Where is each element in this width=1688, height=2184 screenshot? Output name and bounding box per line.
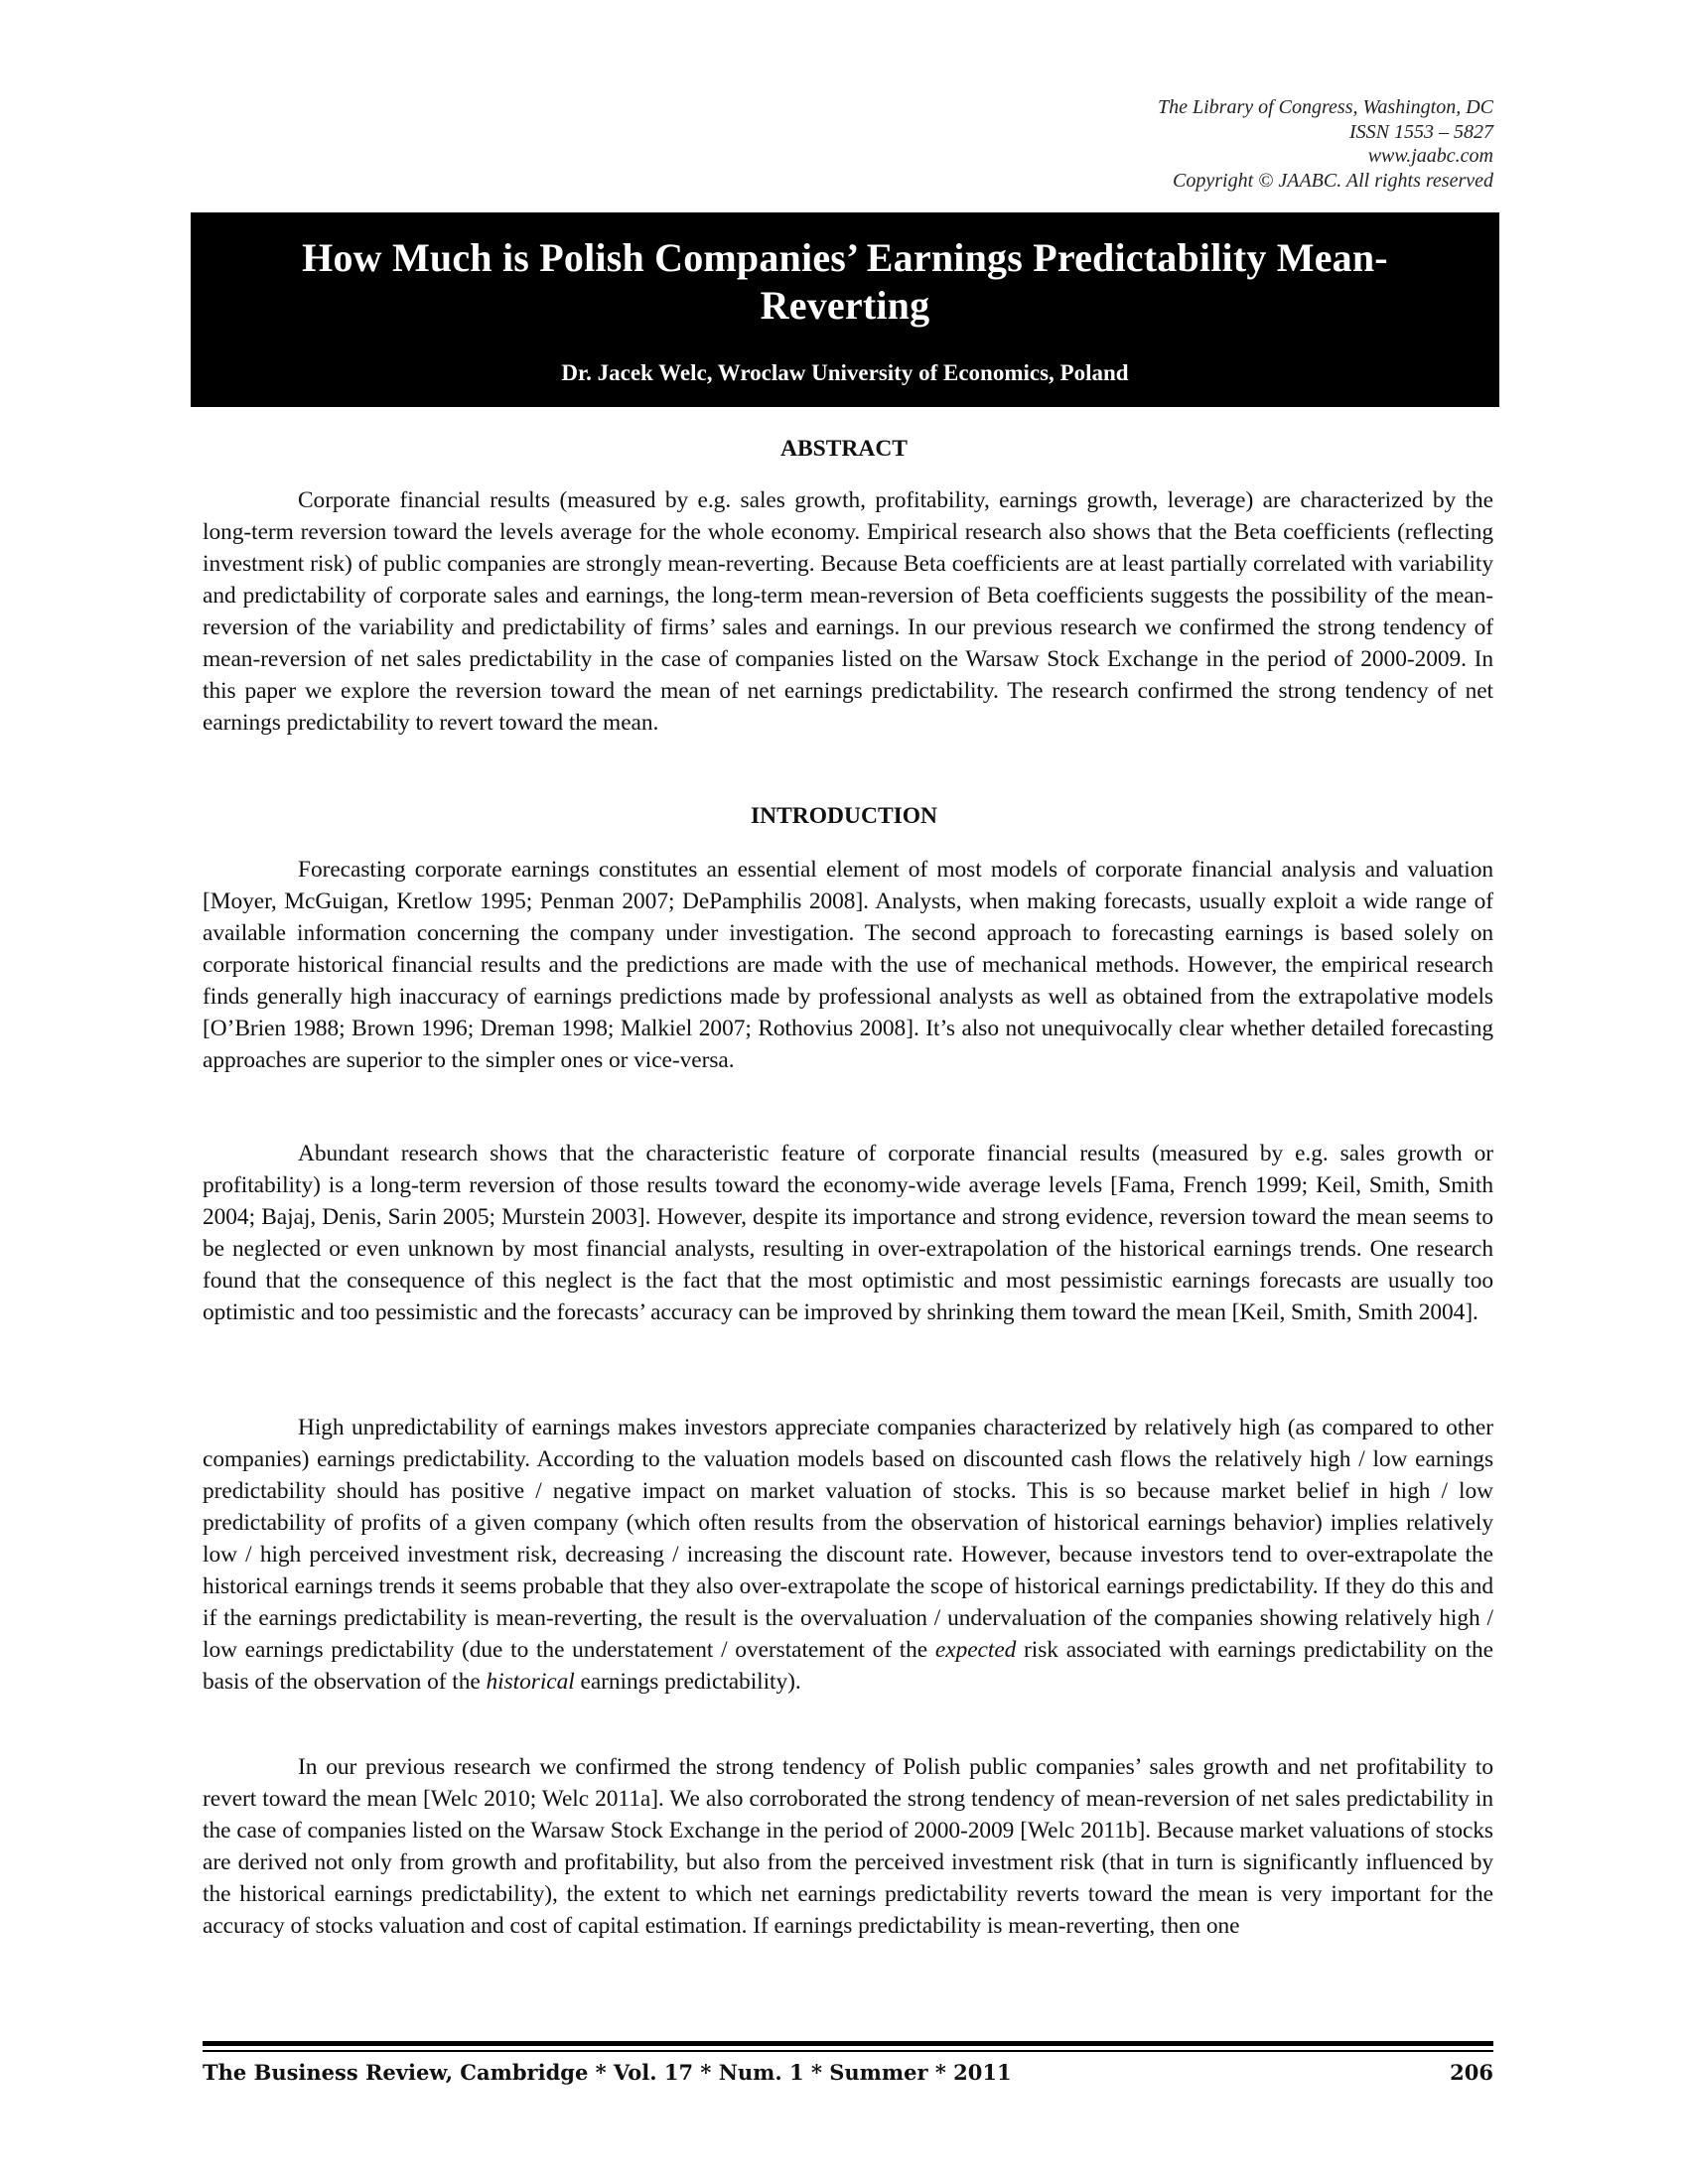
abstract-body	[203, 484, 1493, 739]
issn-line: ISSN 1553 – 5827	[1349, 120, 1493, 143]
publication-info	[798, 95, 1493, 193]
footer-rule-thick	[203, 2041, 1493, 2046]
emphasis-historical: historical	[486, 1669, 575, 1695]
emphasis-expected: expected	[934, 1637, 1017, 1663]
intro-paragraph-1: Forecasting corporate earnings constitutes an essential element of most models of corporate financial analysis and valuation [Moyer, McGuigan, Kretlow 1995; Penman 2007; DePamphilis 2008]. Analysts, when making forecasts, usually exploit a wide range of available information concerning the company under investigation. The second approach to forecasting earnings is based solely on corporate historical financial results and the predictions are made with the use of mechanical methods. However, the empirical research finds generally high inaccuracy of earnings predictions made by professional analysts as well as obtained from the extrapolative models [O’Brien 1988; Brown 1996; Dreman 1998; Malkiel 2007; Rothovius 2008]. It’s also not unequivocally clear whether detailed forecasting approaches are superior to the simpler ones or vice-versa.	[203, 857, 1493, 1073]
intro-p3-text-c: earnings predictability).	[574, 1669, 801, 1695]
footer-rule-thin	[203, 2050, 1493, 2052]
intro-paragraph-2: Abundant research shows that the characteristic feature of corporate financial results (measured by e.g. sales growth or profitability) is a long-term reversion of those results toward the economy-wide average levels [Fama, French 1999; Keil, Smith, Smith 2004; Bajaj, Denis, Sarin 2005; Murstein 2003]. However, despite its importance and strong evidence, reversion toward the mean seems to be neglected or even unknown by most financial analysts, resulting in over-extrapolation of the historical earnings trends. One research found that the consequence of this neglect is the fact that the most optimistic and most pessimistic earnings forecasts are usually too optimistic and too pessimistic and the forecasts’ accuracy can be improved by shrinking them toward the mean [Keil, Smith, Smith 2004].	[203, 1141, 1493, 1325]
intro-paragraph-3	[203, 1412, 1493, 1698]
publisher-line: The Library of Congress, Washington, DC	[1157, 96, 1493, 118]
title-banner	[191, 212, 1499, 407]
introduction-body-2	[203, 1138, 1493, 1328]
intro-p3-text-b: risk associated with earnings predictability on the basis of the observation of the	[203, 1637, 1494, 1695]
introduction-heading: INTRODUCTION	[750, 803, 938, 829]
intro-p3-text-a: High unpredictability of earnings makes investors appreciate companies characterized by relatively high (as compared to other companies) earnings predictability. According to the valuation models based on discounted cash flows the relatively high / low earnings predictability should has positive / negative impact on market valuation of stocks. This is so because market belief in high / low predictability of profits of a given company (which often results from the observation of historical earnings behavior) implies relatively low / high perceived investment risk, decreasing / increasing the discount rate. However, because investors tend to over-extrapolate the historical earnings trends it seems probable that they also over-extrapolate the scope of historical earnings predictability. If they do this and if the earnings predictability is mean-reverting, the result is the overvaluation / undervaluation of the companies showing relatively high / low earnings predictability (due to the understatement / overstatement of the	[203, 1415, 1493, 1663]
page-number: 206	[1450, 2060, 1493, 2085]
intro-paragraph-4: In our previous research we confirmed the strong tendency of Polish public companies’ sales growth and net profitability to revert toward the mean [Welc 2010; Welc 2011a]. We also corroborated the strong tendency of mean-reversion of net sales predictability in the case of companies listed on the Warsaw Stock Exchange in the period of 2000-2009 [Welc 2011b]. Because market valuations of stocks are derived not only from growth and profitability, but also from the perceived investment risk (that in turn is significantly influenced by the historical earnings predictability), the extent to which net earnings predictability reverts toward the mean is very important for the accuracy of stocks valuation and cost of capital estimation. If earnings predictability is mean-reverting, then one	[203, 1754, 1493, 1939]
introduction-body-3	[203, 1412, 1493, 1698]
abstract-paragraph: Corporate financial results (measured by e.g. sales growth, profitability, earnings growth, leverage) are characterized by the long-term reversion toward the levels average for the whole economy. Empirical research also shows that the Beta coefficients (reflecting investment risk) of public companies are strongly mean-reverting. Because Beta coefficients are at least partially correlated with variability and predictability of corporate sales and earnings, the long-term mean-reversion of Beta coefficients suggests the possibility of the mean-reversion of the variability and predictability of firms’ sales and earnings. In our previous research we confirmed the strong tendency of mean-reversion of net sales predictability in the case of companies listed on the Warsaw Stock Exchange in the period of 2000-2009. In this paper we explore the reversion toward the mean of net earnings predictability. The research confirmed the strong tendency of net earnings predictability to revert toward the mean.	[203, 487, 1493, 736]
website-line: www.jaabc.com	[1367, 145, 1493, 167]
paper-title: How Much is Polish Companies’ Earnings Predictability Mean-Reverting	[302, 235, 1388, 328]
author-affiliation: Dr. Jacek Welc, Wroclaw University of Economics, Poland	[561, 360, 1129, 385]
introduction-body-4	[203, 1751, 1493, 1942]
journal-citation: The Business Review, Cambridge * Vol. 17 * Num. 1 * Summer * 2011	[203, 2060, 1012, 2085]
introduction-body	[203, 854, 1493, 1076]
abstract-heading: ABSTRACT	[780, 436, 908, 462]
copyright-line: Copyright © JAABC. All rights reserved	[1173, 169, 1493, 192]
